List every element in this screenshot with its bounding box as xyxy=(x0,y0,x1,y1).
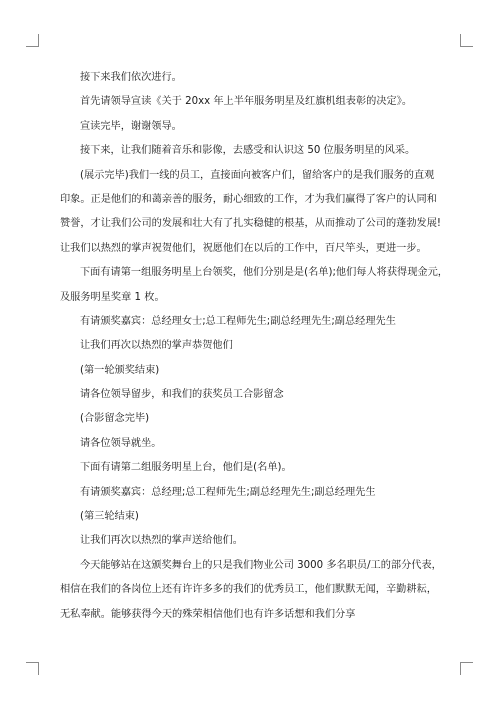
text-line: 相信在我们的各岗位上还有许许多多的我们的优秀员工，他们默默无闻，辛勤耕耘， xyxy=(60,584,437,596)
text-line: 印象。正是他们的和蔼亲善的服务，耐心细致的工作，才为我们赢得了客户的认同和 xyxy=(60,193,437,205)
text-line: 赞誉，才让我们公司的发展和壮大有了扎实稳健的根基，从而推动了公司的蓬勃发展! xyxy=(60,218,442,230)
text-line: (第三轮结束) xyxy=(80,511,139,523)
text-line: 接下来我们依次进行。 xyxy=(80,72,182,83)
text-line: 下面有请第一组服务明星上台领奖，他们分别是是(名单);他们每人将获得现金元， xyxy=(80,267,448,279)
crop-mark-bottom-left xyxy=(26,662,39,675)
text-line: 今天能够站在这颁奖舞台上的只是我们物业公司 3000 多名职员/工的部分代表， xyxy=(80,559,442,571)
text-line: 有请颁奖嘉宾：总经理女士;总工程师先生;副总经理先生;副总经理先生 xyxy=(80,315,396,327)
text-line: 有请颁奖嘉宾：总经理;总工程师先生;副总经理先生;副总经理先生 xyxy=(80,486,376,498)
text-line: (合影留念完毕) xyxy=(80,413,150,425)
text-line: 首先请领导宣读《关于 20xx 年上半年服务明星及红旗机组表彰的决定》。 xyxy=(80,96,413,108)
document-body xyxy=(60,66,448,627)
text-line: 接下来，让我们随着音乐和影像，去感受和认识这 50 位服务明星的风采。 xyxy=(80,145,416,157)
crop-mark-top-right xyxy=(460,34,473,47)
text-line: 宣读完毕，谢谢领导。 xyxy=(80,120,182,132)
text-line: (展示完毕)我们一线的员工，直接面向被客户们，留给客户的是我们服务的直观 xyxy=(80,169,435,181)
crop-mark-bottom-right xyxy=(460,662,473,675)
text-line: 请各位领导就坐。 xyxy=(80,437,162,449)
text-line: 及服务明星奖章 1 枚。 xyxy=(60,291,165,303)
text-line: 让我们以热烈的掌声祝贺他们，祝愿他们在以后的工作中，百尺竿头，更进一步。 xyxy=(60,242,427,254)
text-line: 让我们再次以热烈的掌声送给他们。 xyxy=(80,535,243,547)
text-line: 下面有请第二组服务明星上台，他们是(名单)。 xyxy=(80,462,292,474)
text-line: (第一轮颁奖结束) xyxy=(80,364,160,376)
text-line: 请各位领导留步，和我们的获奖员工合影留念 xyxy=(80,389,284,401)
text-line: 无私奉献。能够获得今天的殊荣相信他们也有许多话想和我们分享 xyxy=(60,608,356,620)
text-line: 让我们再次以热烈的掌声恭贺他们 xyxy=(80,340,233,352)
crop-mark-top-left xyxy=(26,34,39,47)
